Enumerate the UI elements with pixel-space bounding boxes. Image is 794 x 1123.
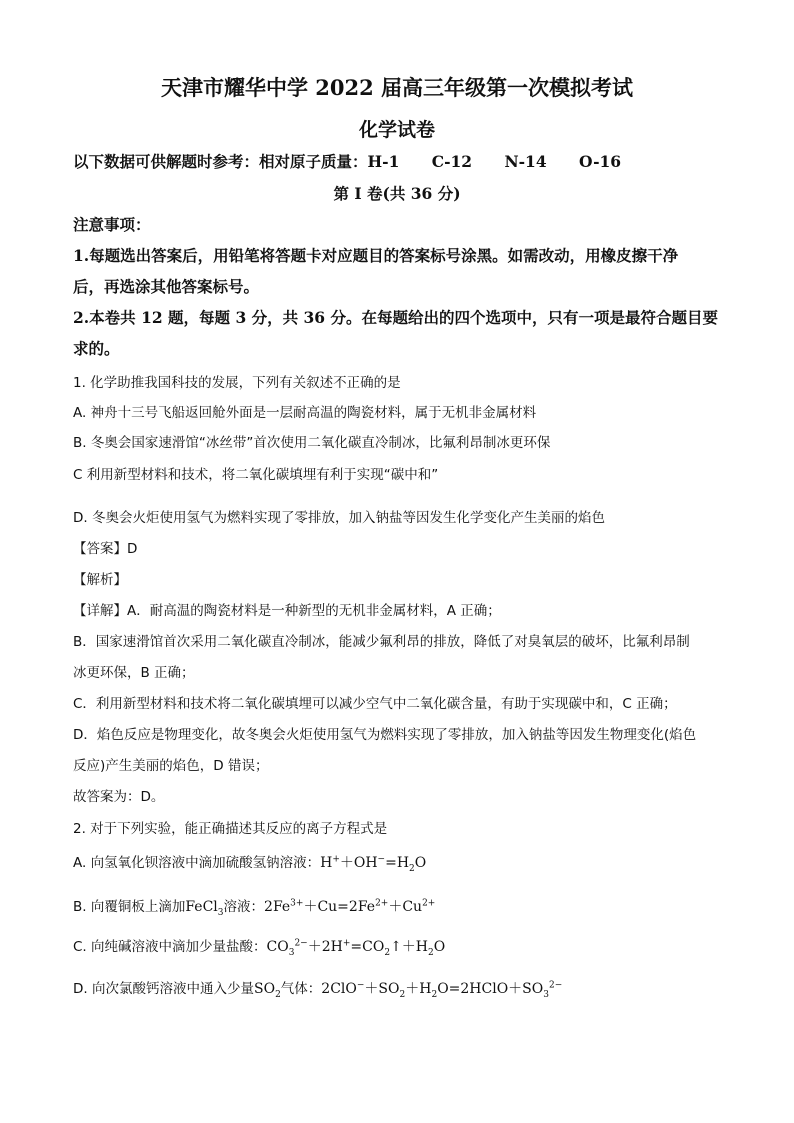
- notice-heading: 注意事项：: [73, 215, 151, 234]
- question-2-option-b-text: B. 向覆铜板上滴加: [73, 899, 186, 915]
- equation-b: $2Fe^{3+}+Cu=2Fe^{2+}+Cu^{2+}$: [264, 898, 436, 915]
- question-1-detail-b-line-1: B．国家速滑馆首次采用二氧化碳直冷制冰，能减少氟利昂的排放，降低了对臭氧层的破坏，比氟利昂制: [73, 634, 690, 650]
- formula-so2: $SO_2$: [253, 981, 281, 1000]
- question-1-option-b: B. 冬奥会国家速滑馆“冰丝带”首次使用二氧化碳直冷制冰，比氟利昂制冰更环保: [73, 435, 551, 451]
- page-subtitle: 化学试卷: [358, 119, 435, 141]
- question-1-analysis-label: 【解析】: [73, 572, 127, 588]
- question-2-option-a: [73, 851, 426, 874]
- question-2-option-a-text: A. 向氢氧化钡溶液中滴加硫酸氢钠溶液：: [73, 855, 321, 871]
- question-2-option-b: [73, 895, 435, 918]
- notice-item-1-line-2: 后，再选涂其他答案标号。: [73, 277, 260, 296]
- question-2-option-c-text: C. 向纯碱溶液中滴加少量盐酸：: [73, 939, 267, 955]
- notice-item-2-line-1: 2.本卷共 12 题，每题 3 分，共 36 分。在每题给出的四个选项中，只有一项是最符合题目要: [73, 308, 718, 327]
- question-2-option-b-text-2: 溶液：: [223, 899, 265, 915]
- question-2-option-d: [73, 977, 562, 1000]
- question-1-detail-d-line-1: D．焰色反应是物理变化，故冬奥会火炬使用氢气为燃料实现了零排放，加入钠盐等因发生物理变化(焰色: [73, 727, 697, 743]
- notice-item-2-line-2: 求的。: [73, 339, 120, 358]
- equation-a: $H^++OH^-=H_2O$: [320, 854, 427, 874]
- equation-d: $2ClO^-+SO_2+H_2O=2HClO+SO_3^{2-}$: [321, 980, 563, 1000]
- question-1-detail-a: 【详解】A．耐高温的陶瓷材料是一种新型的无机非金属材料，A 正确；: [73, 603, 501, 619]
- question-1-conclusion: 故答案为：D。: [73, 789, 165, 805]
- page-title: 天津市耀华中学 2022 届高三年级第一次模拟考试: [160, 75, 634, 100]
- equation-c: $CO_3^{2-}+2H^+=CO_2↑+H_2O$: [266, 938, 446, 958]
- notice-item-1-line-1: 1.每题选出答案后，用铅笔将答题卡对应题目的答案标号涂黑。如需改动，用橡皮擦干净: [73, 246, 679, 265]
- question-1-detail-b-line-2: 冰更环保，B 正确；: [73, 665, 195, 681]
- question-1-detail-c: C．利用新型材料和技术将二氧化碳填埋可以减少空气中二氧化碳含量，有助于实现碳中和，C 正确；: [73, 696, 677, 712]
- question-1-option-d: D. 冬奥会火炬使用氢气为燃料实现了零排放，加入钠盐等因发生化学变化产生美丽的焰色: [73, 510, 605, 526]
- question-1-stem: 1. 化学助推我国科技的发展，下列有关叙述不正确的是: [73, 375, 401, 391]
- question-2-stem: 2. 对于下列实验，能正确描述其反应的离子方程式是: [73, 821, 388, 837]
- question-1-option-a: A. 神舟十三号飞船返回舱外面是一层耐高温的陶瓷材料，属于无机非金属材料: [73, 405, 537, 421]
- question-2-option-c: [73, 935, 445, 958]
- atomic-mass-note: 以下数据可供解题时参考：相对原子质量：H-1 C-12 N-14 O-16: [73, 152, 622, 171]
- question-1-option-c: C 利用新型材料和技术，将二氧化碳填埋有利于实现“碳中和”: [73, 467, 439, 483]
- question-2-option-d-text-2: 气体：: [280, 981, 322, 997]
- question-2-option-d-text: D. 向次氯酸钙溶液中通入少量: [73, 981, 254, 997]
- section-heading: 第 I 卷(共 36 分): [333, 184, 461, 203]
- question-1-answer: 【答案】D: [73, 541, 138, 557]
- formula-fecl3: FeCl$_3$: [185, 899, 224, 918]
- question-1-detail-d-line-2: 反应)产生美丽的焰色，D 错误；: [73, 758, 269, 774]
